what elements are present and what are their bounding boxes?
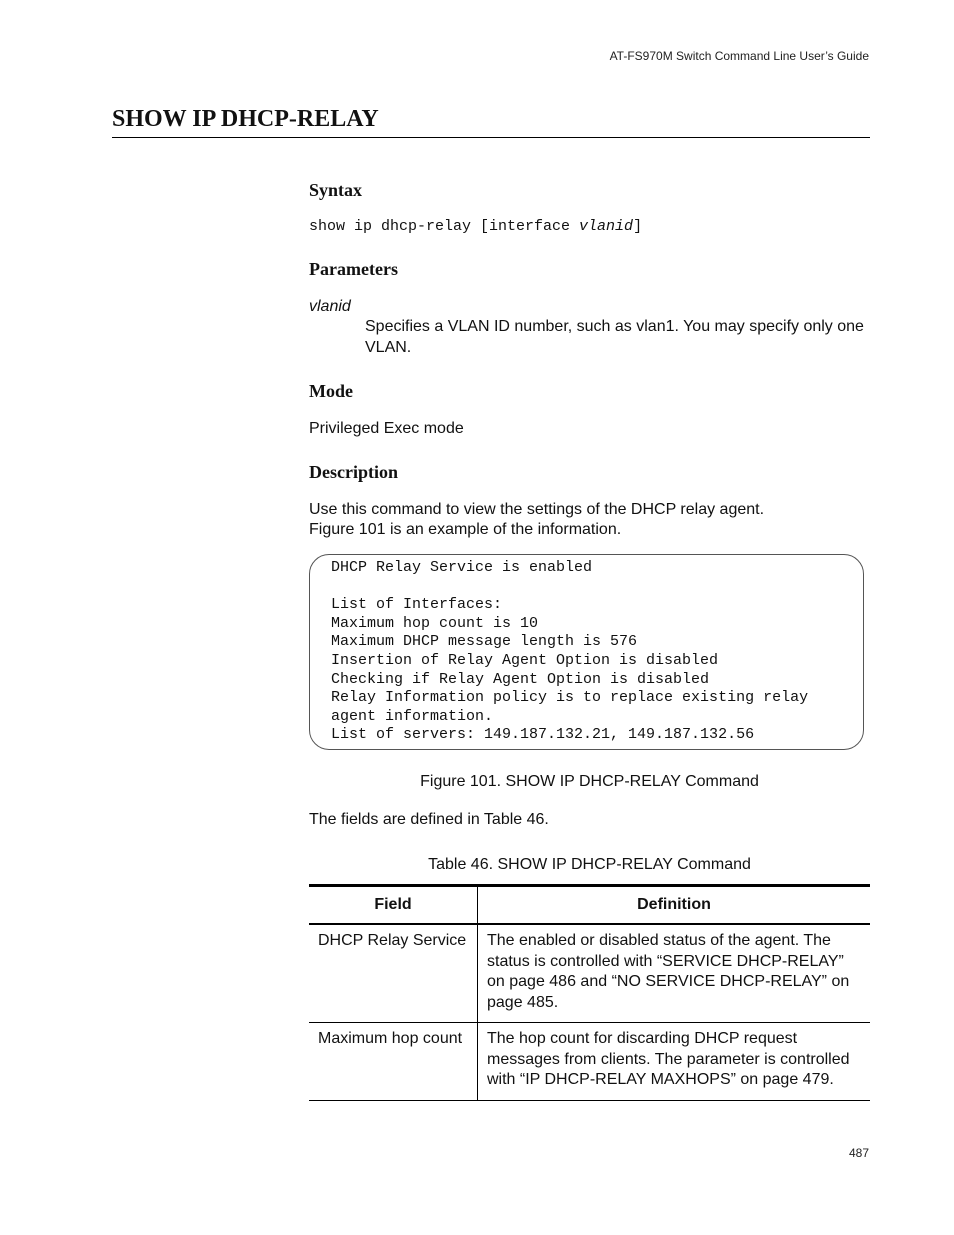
table-row <box>309 924 870 1023</box>
row-field: Maximum hop count <box>309 1023 478 1101</box>
description-line-1: Use this command to view the settings of the DHCP relay agent. <box>309 501 765 518</box>
figure-caption: Figure 101. SHOW IP DHCP-RELAY Command <box>420 773 759 790</box>
parameter-name: vlanid <box>309 298 351 315</box>
chapter-title: SHOW IP DHCP-RELAY <box>112 106 870 138</box>
description-heading: Description <box>309 462 398 482</box>
page-number: 487 <box>848 1146 869 1160</box>
row-definition: The hop count for discarding DHCP request messages from clients. The parameter is controlled with “IP DHCP-RELAY MAXHOPS” on page 479. <box>478 1023 871 1101</box>
header-field: Field <box>309 886 478 925</box>
row-definition: The enabled or disabled status of the agent. The status is controlled with “SERVICE DHCP-RELAY” on page 486 and “NO SERVICE DHCP-RELAY” on page 485. <box>478 924 871 1023</box>
table-header-row <box>309 886 870 925</box>
mode-text: Privileged Exec mode <box>309 420 464 437</box>
parameters-heading: Parameters <box>309 259 398 279</box>
syntax-close: ] <box>633 218 643 235</box>
table-row <box>309 1023 870 1101</box>
syntax-variable: vlanid <box>579 218 634 235</box>
fields-intro: The fields are defined in Table 46. <box>309 811 549 828</box>
parameter-description: Specifies a VLAN ID number, such as vlan1. You may specify only one VLAN. <box>365 318 864 356</box>
description-line-2: Figure 101 is an example of the information. <box>309 521 622 538</box>
fields-table <box>309 884 870 1101</box>
mode-heading: Mode <box>309 381 353 401</box>
syntax-command-text: show ip dhcp-relay [interface <box>309 218 580 235</box>
syntax-command <box>309 217 642 238</box>
table-caption: Table 46. SHOW IP DHCP-RELAY Command <box>428 856 751 873</box>
figure-code-box <box>309 554 864 750</box>
row-field: DHCP Relay Service <box>309 924 478 1023</box>
running-header: AT-FS970M Switch Command Line User’s Guide <box>609 49 869 63</box>
header-definition: Definition <box>478 886 871 925</box>
syntax-heading: Syntax <box>309 180 363 200</box>
figure-code: DHCP Relay Service is enabled List of Interfaces: Maximum hop count is 10 Maximum DHCP message length is 576 Insertion of Relay Agent Option is disabled Checking if Relay Agent Option is disabled Relay Information policy is to replace existing relay agent information. List of servers: 149.187.132.21, 149.187.132.56 <box>331 559 809 744</box>
